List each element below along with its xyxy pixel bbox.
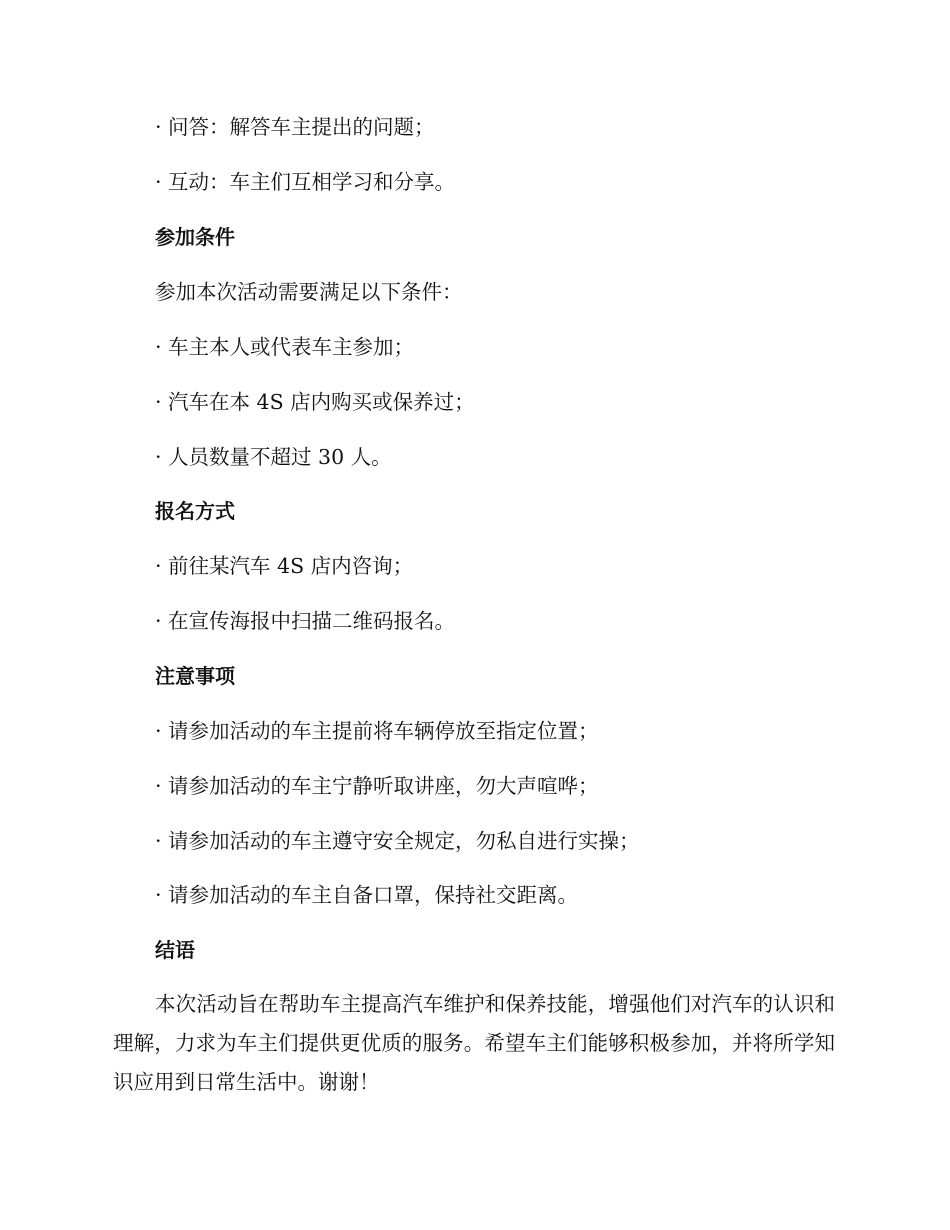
heading-notes: 注意事项 xyxy=(155,664,235,688)
condition-item: · 汽车在本 4S 店内购买或保养过； xyxy=(155,390,475,414)
notes-item: · 请参加活动的车主遵守安全规定，勿私自进行实操； xyxy=(155,829,640,853)
heading-conditions: 参加条件 xyxy=(155,225,235,249)
bullet-interaction: · 互动：车主们互相学习和分享。 xyxy=(155,170,456,194)
notes-item: · 请参加活动的车主宁静听取讲座，勿大声喧哗； xyxy=(155,774,599,798)
heading-registration: 报名方式 xyxy=(155,499,235,523)
conditions-intro: 参加本次活动需要满足以下条件： xyxy=(155,280,463,304)
heading-conclusion: 结语 xyxy=(155,938,195,962)
bullet-qa: · 问答：解答车主提出的问题； xyxy=(155,115,435,139)
conclusion-paragraph: 本次活动旨在帮助车主提高汽车维护和保养技能，增强他们对汽车的认识和理解，力求为车主们提供更优质的服务。希望车主们能够积极参加，并将所学知识应用到日常生活中。谢谢！ xyxy=(113,992,835,1094)
registration-item: · 前往某汽车 4S 店内咨询； xyxy=(155,554,414,578)
notes-item: · 请参加活动的车主提前将车辆停放至指定位置； xyxy=(155,719,599,743)
condition-item: · 人员数量不超过 30 人。 xyxy=(155,445,392,469)
condition-item: · 车主本人或代表车主参加； xyxy=(155,335,415,359)
notes-item: · 请参加活动的车主自备口罩，保持社交距离。 xyxy=(155,883,579,907)
registration-item: · 在宣传海报中扫描二维码报名。 xyxy=(155,609,456,633)
